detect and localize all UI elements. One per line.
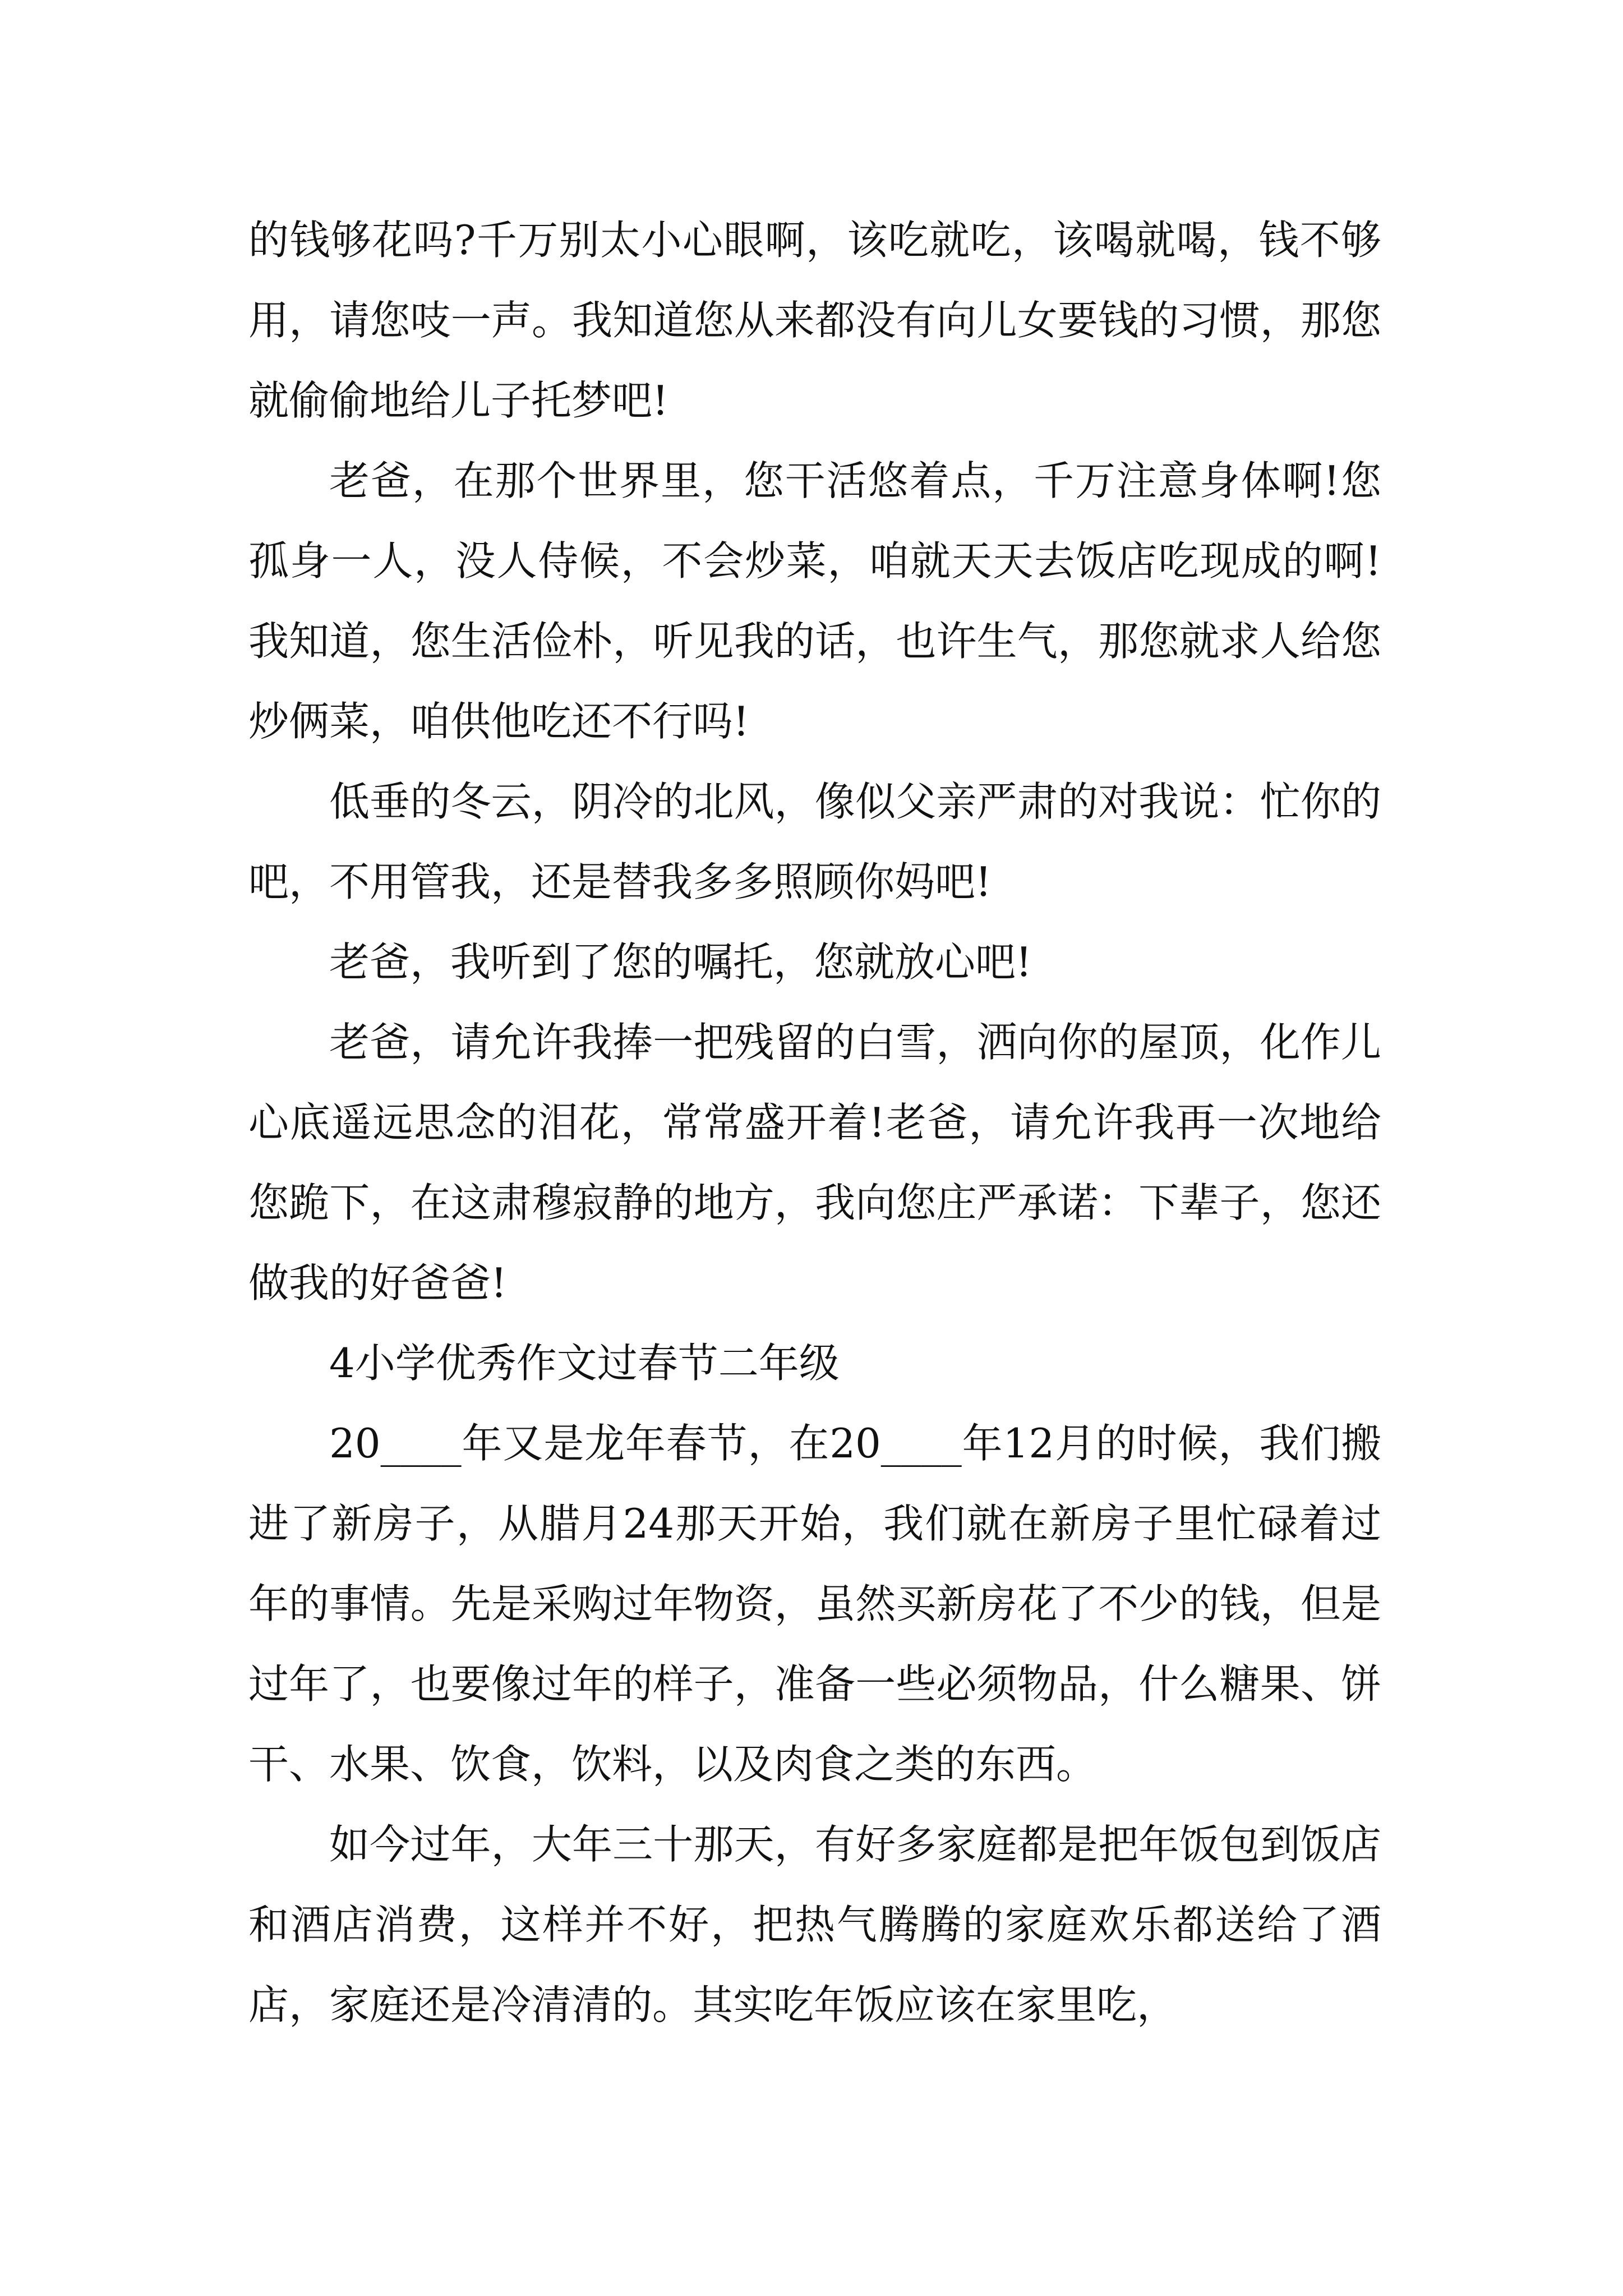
section-heading: 4小学优秀作文过春节二年级 [329,1340,840,1387]
paragraph-6: 20____年又是龙年春节，在20____年12月的时候，我们搬进了新房子，从腊月24那天开始，我们就在新房子里忙碌着过年的事情。先是采购过年物资，虽然买新房花了不少的钱，但是过年了，也要像过年的样子，准备一些必须物品，什么糖果、饼干、水果、饮食，饮料，以及肉食之类的东西。 [248,1420,1381,1788]
paragraph-7: 如今过年，大年三十那天，有好多家庭都是把年饭包到饭店和酒店消费，这样并不好，把热气腾腾的家庭欢乐都送给了酒店，家庭还是冷清清的。其实吃年饭应该在家里吃， [248,1821,1381,2028]
paragraph-5: 老爸，请允许我捧一把残留的白雪，洒向你的屋顶，化作儿心底遥远思念的泪花，常常盛开着!老爸，请允许我再一次地给您跪下，在这肃穆寂静的地方，我向您庄严承诺：下辈子，您还做我的好爸爸! [248,1019,1381,1306]
paragraph-3: 低垂的冬云，阴冷的北风，像似父亲严肃的对我说：忙你的吧，不用管我，还是替我多多照顾你妈吧! [248,778,1381,905]
paragraph-4: 老爸，我听到了您的嘱托，您就放心吧! [329,938,1032,986]
document-body [248,200,1381,2045]
paragraph-2: 老爸，在那个世界里，您干活悠着点，千万注意身体啊!您孤身一人，没人侍候，不会炒菜，咱就天天去饭店吃现成的啊!我知道，您生活俭朴，听见我的话，也许生气，那您就求人给您炒俩菜，咱供他吃还不行吗! [248,457,1381,745]
paragraph-1: 的钱够花吗?千万别太小心眼啊，该吃就吃，该喝就喝，钱不够用，请您吱一声。我知道您从来都没有向儿女要钱的习惯，那您就偷偷地给儿子托梦吧! [248,217,1381,424]
